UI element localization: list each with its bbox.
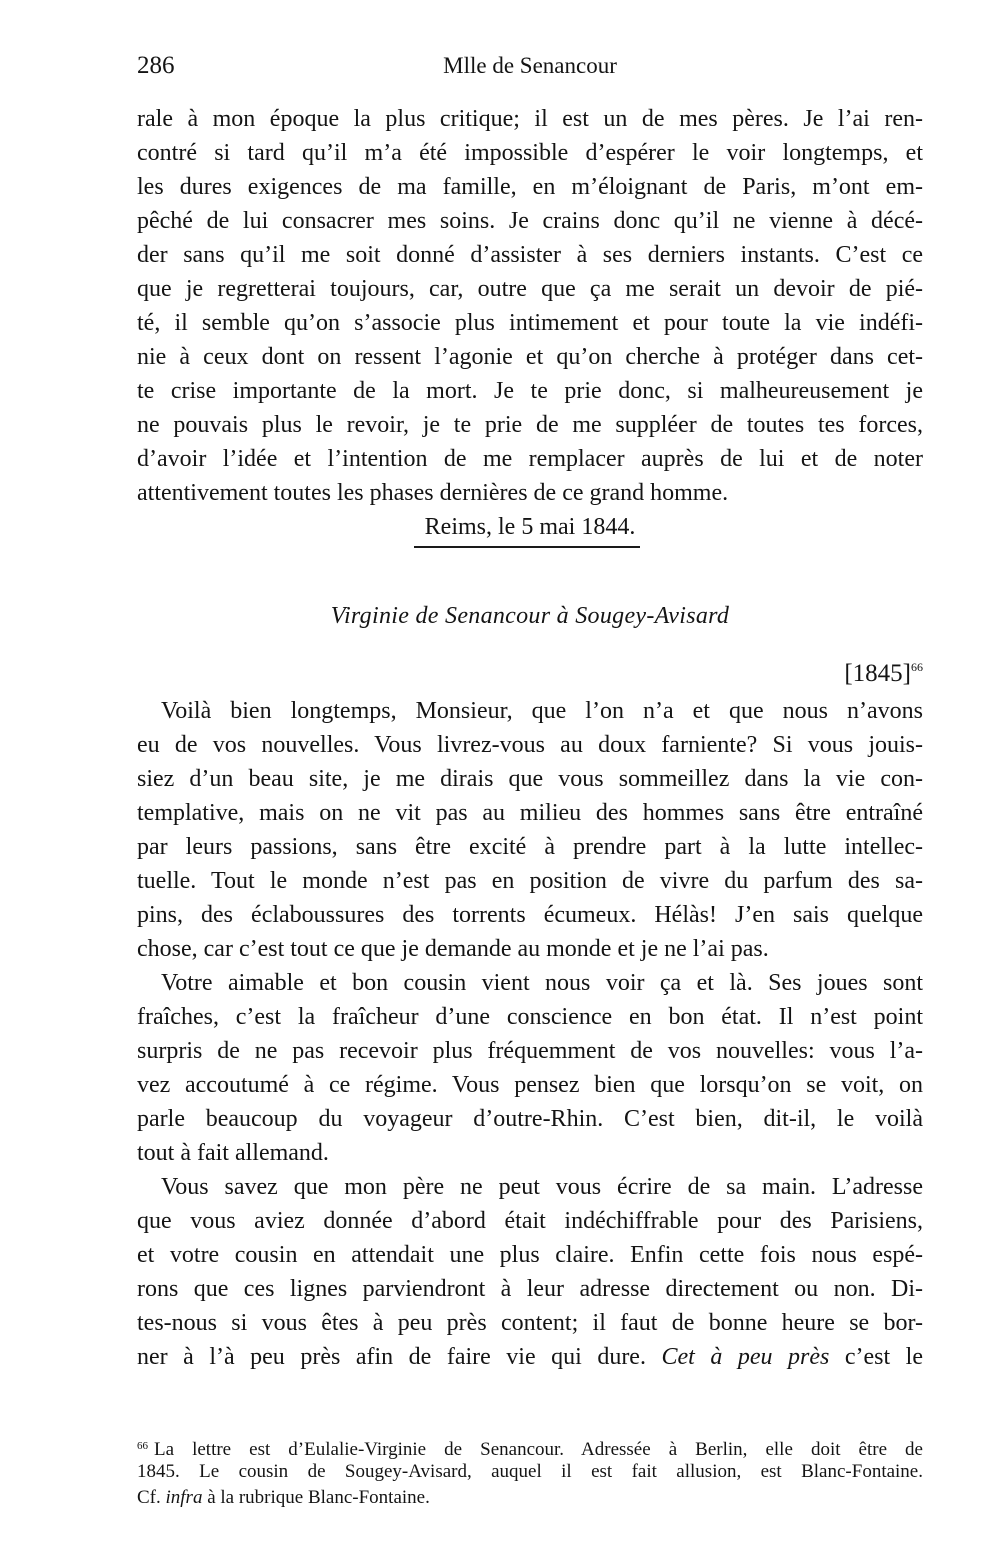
text-line: contré si tard qu’il m’a été impossible d’espérer le voir longtemps, et xyxy=(137,140,923,166)
footnote-text: La lettre est d’Eulalie-Virginie de Senancour. Adressée à Berlin, elle doit être de xyxy=(154,1439,923,1460)
text-line: que vous aviez donnée d’abord était indéchiffrable pour des Parisiens, xyxy=(137,1208,923,1234)
text-line: Vous savez que mon père ne peut vous écrire de sa main. L’adresse xyxy=(161,1174,923,1200)
text-line: parle beaucoup du voyageur d’outre-Rhin. C’est bien, dit-il, le voilà xyxy=(137,1106,923,1132)
letter-date xyxy=(844,660,923,688)
text-line: ne pouvais plus le revoir, je te prie de me suppléer de toutes tes forces, xyxy=(137,412,923,438)
date-text: [1845] xyxy=(844,660,911,687)
text-line: rons que ces lignes parviendront à leur adresse directement ou non. Di- xyxy=(137,1276,923,1302)
text-line: attentivement toutes les phases dernières de ce grand homme. xyxy=(137,480,729,506)
text-line: Voilà bien longtemps, Monsieur, que l’on n’a et que nous n’avons xyxy=(161,698,923,724)
footnote-text: Cf. xyxy=(137,1487,161,1508)
signoff: Reims, le 5 mai 1844. xyxy=(424,514,636,540)
text-line: eu de vos nouvelles. Vous livrez-vous au doux farniente? Si vous jouis- xyxy=(137,732,923,758)
footnote-line xyxy=(137,1485,923,1511)
text-line: par leurs passions, sans être excité à prendre part à la lutte intellec- xyxy=(137,834,923,860)
text-line: les dures exigences de ma famille, en m’éloignant de Paris, m’ont em- xyxy=(137,174,923,200)
text-line: pêché de lui consacrer mes soins. Je crains donc qu’il ne vienne à décé- xyxy=(137,208,923,234)
footnote-line xyxy=(137,1433,923,1459)
text-line: siez d’un beau site, je me dirais que vous sommeillez dans la vie con- xyxy=(137,766,923,792)
text-line xyxy=(137,1340,923,1374)
text-line: pins, des éclaboussures des torrents écumeux. Hélàs! J’en sais quelque xyxy=(137,902,923,928)
text-line: et votre cousin en attendait une plus claire. Enfin cette fois nous espé- xyxy=(137,1242,923,1268)
text-line: vez accoutumé à ce régime. Vous pensez bien que lorsqu’on se voit, on xyxy=(137,1072,923,1098)
letter-title: Virginie de Senancour à Sougey-Avisard xyxy=(330,603,730,629)
footnote-italic: infra xyxy=(165,1487,203,1508)
footnote-text: à la rubrique Blanc-Fontaine. xyxy=(207,1487,430,1508)
section-rule xyxy=(414,546,640,548)
text-line: chose, car c’est tout ce que je demande au monde et je ne l’ai pas. xyxy=(137,936,769,962)
text-line: fraîches, c’est la fraîcheur d’une conscience en bon état. Il n’est point xyxy=(137,1004,923,1030)
italic-phrase: Cet à peu près xyxy=(661,1344,830,1370)
footnote-ref: 66 xyxy=(911,660,923,674)
text-line: té, il semble qu’on s’associe plus intimement et pour toute la vie indéfi- xyxy=(137,310,923,336)
text-line: rale à mon époque la plus critique; il est un de mes pères. Je l’ai ren- xyxy=(137,106,923,132)
text-line: templative, mais on ne vit pas au milieu des hommes sans être entraîné xyxy=(137,800,923,826)
page-number: 286 xyxy=(137,52,175,79)
text-line: Votre aimable et bon cousin vient nous voir ça et là. Ses joues sont xyxy=(161,970,923,996)
line-end: c’est le xyxy=(844,1344,923,1370)
text-line: der sans qu’il me soit donné d’assister à ses derniers instants. C’est ce xyxy=(137,242,923,268)
text-line: te crise importante de la mort. Je te prie donc, si malheureusement je xyxy=(137,378,923,404)
text-line: d’avoir l’idée et l’intention de me remplacer auprès de lui et de noter xyxy=(137,446,923,472)
footnote-mark: 66 xyxy=(137,1440,148,1452)
text-line: tuelle. Tout le monde n’est pas en position de vivre du parfum des sa- xyxy=(137,868,923,894)
footnote-line: 1845. Le cousin de Sougey-Avisard, auquel il est fait allusion, est Blanc-Fontaine. xyxy=(137,1461,923,1482)
text-line: surpris de ne pas recevoir plus fréquemment de vos nouvelles: vous l’a- xyxy=(137,1038,923,1064)
text-line: tout à fait allemand. xyxy=(137,1140,329,1166)
running-head: Mlle de Senancour xyxy=(443,53,617,78)
text-line: nie à ceux dont on ressent l’agonie et qu’on cherche à protéger dans cet- xyxy=(137,344,923,370)
text-line: tes-nous si vous êtes à peu près content; il faut de bonne heure se bor- xyxy=(137,1310,923,1336)
line-text: ner à l’à peu près afin de faire vie qui dure. xyxy=(137,1344,646,1370)
text-line: que je regretterai toujours, car, outre que ça me serait un devoir de pié- xyxy=(137,276,923,302)
